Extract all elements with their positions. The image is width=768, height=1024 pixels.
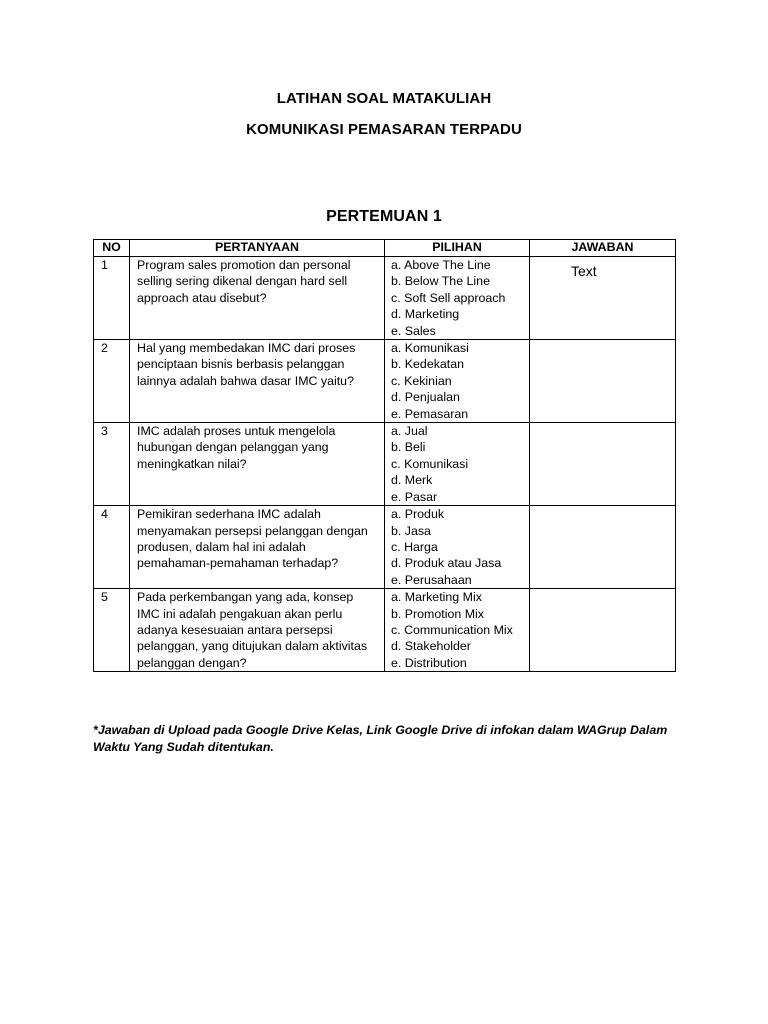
column-header-answer: JAWABAN: [530, 240, 676, 257]
answer-cell[interactable]: [530, 423, 676, 506]
table-row: [94, 506, 676, 589]
option-b: b. Kedekatan: [391, 357, 465, 372]
answer-text[interactable]: [536, 423, 669, 429]
document-title: LATIHAN SOAL MATAKULIAH: [276, 90, 492, 107]
footnote: *Jawaban di Upload pada Google Drive Kelas, Link Google Drive di infokan dalam WAGrup Dalam Waktu Yang Sudah ditentukan.: [93, 723, 668, 754]
row-number: 1: [94, 257, 130, 340]
option-e: e. Pasar: [391, 489, 438, 504]
option-d: d. Marketing: [391, 307, 460, 322]
option-a: a. Produk: [391, 507, 445, 522]
question-cell: [130, 423, 385, 506]
options-cell: [385, 589, 530, 672]
option-b: b. Beli: [391, 440, 426, 455]
question-text: Hal yang membedakan IMC dari proses penciptaan bisnis berbasis pelanggan lainnya adalah bahwa dasar IMC yaitu?: [137, 341, 356, 388]
row-number: 3: [94, 423, 130, 506]
option-d: d. Produk atau Jasa: [391, 556, 502, 571]
section-heading: PERTEMUAN 1: [326, 208, 442, 225]
column-header-question: PERTANYAAN: [130, 240, 385, 257]
options-cell: [385, 506, 530, 589]
option-b: b. Promotion Mix: [391, 606, 484, 621]
option-e: e. Pemasaran: [391, 406, 469, 421]
question-cell: [130, 340, 385, 423]
table-row: [94, 589, 676, 672]
option-c: c. Kekinian: [391, 373, 452, 388]
option-a: a. Komunikasi: [391, 341, 469, 356]
option-a: a. Above The Line: [391, 258, 491, 272]
row-number: 2: [94, 340, 130, 423]
option-c: c. Soft Sell approach: [391, 290, 506, 305]
document-subtitle: KOMUNIKASI PEMASARAN TERPADU: [246, 121, 522, 138]
answer-cell[interactable]: [530, 506, 676, 589]
question-cell: [130, 589, 385, 672]
table-row: [94, 340, 676, 423]
answer-text[interactable]: Text: [571, 263, 597, 279]
option-e: e. Perusahaan: [391, 572, 472, 587]
answer-text[interactable]: [536, 506, 669, 512]
answer-cell[interactable]: [530, 340, 676, 423]
option-d: d. Merk: [391, 473, 433, 488]
options-cell: [385, 257, 530, 340]
option-e: e. Sales: [391, 323, 436, 338]
option-a: a. Marketing Mix: [391, 590, 482, 605]
column-header-no: NO: [94, 240, 130, 257]
quiz-table: [93, 239, 676, 672]
answer-text[interactable]: [536, 340, 669, 346]
question-cell: [130, 506, 385, 589]
answer-cell[interactable]: [530, 257, 676, 340]
option-d: d. Penjualan: [391, 390, 460, 405]
option-c: c. Komunikasi: [391, 456, 469, 471]
option-b: b. Jasa: [391, 523, 431, 538]
options-cell: [385, 423, 530, 506]
option-c: c. Communication Mix: [391, 622, 513, 637]
answer-cell[interactable]: [530, 589, 676, 672]
column-header-options: PILIHAN: [385, 240, 530, 257]
row-number: 4: [94, 506, 130, 589]
question-text: Pada perkembangan yang ada, konsep IMC ini adalah pengakuan akan perlu adanya kesesuaian antara persepsi pelanggan, yang ditujukan dalam aktivitas pelanggan dengan?: [137, 590, 368, 670]
option-e: e. Distribution: [391, 655, 467, 670]
question-text: Pemikiran sederhana IMC adalah menyamakan persepsi pelanggan dengan produsen, dalam hal ini adalah pemahaman-pemahaman terhadap?: [137, 507, 368, 571]
row-number: 5: [94, 589, 130, 672]
options-cell: [385, 340, 530, 423]
table-row: [94, 423, 676, 506]
option-b: b. Below The Line: [391, 274, 490, 289]
question-cell: [130, 257, 385, 340]
question-text: IMC adalah proses untuk mengelola hubungan dengan pelanggan yang meningkatkan nilai?: [137, 424, 336, 471]
table-row: [94, 257, 676, 340]
option-c: c. Harga: [391, 539, 438, 554]
option-d: d. Stakeholder: [391, 639, 471, 654]
table-header-row: [94, 240, 676, 257]
option-a: a. Jual: [391, 424, 428, 439]
answer-text[interactable]: [536, 589, 669, 595]
question-text: Program sales promotion dan personal selling sering dikenal dengan hard sell approach atau disebut?: [137, 258, 351, 305]
